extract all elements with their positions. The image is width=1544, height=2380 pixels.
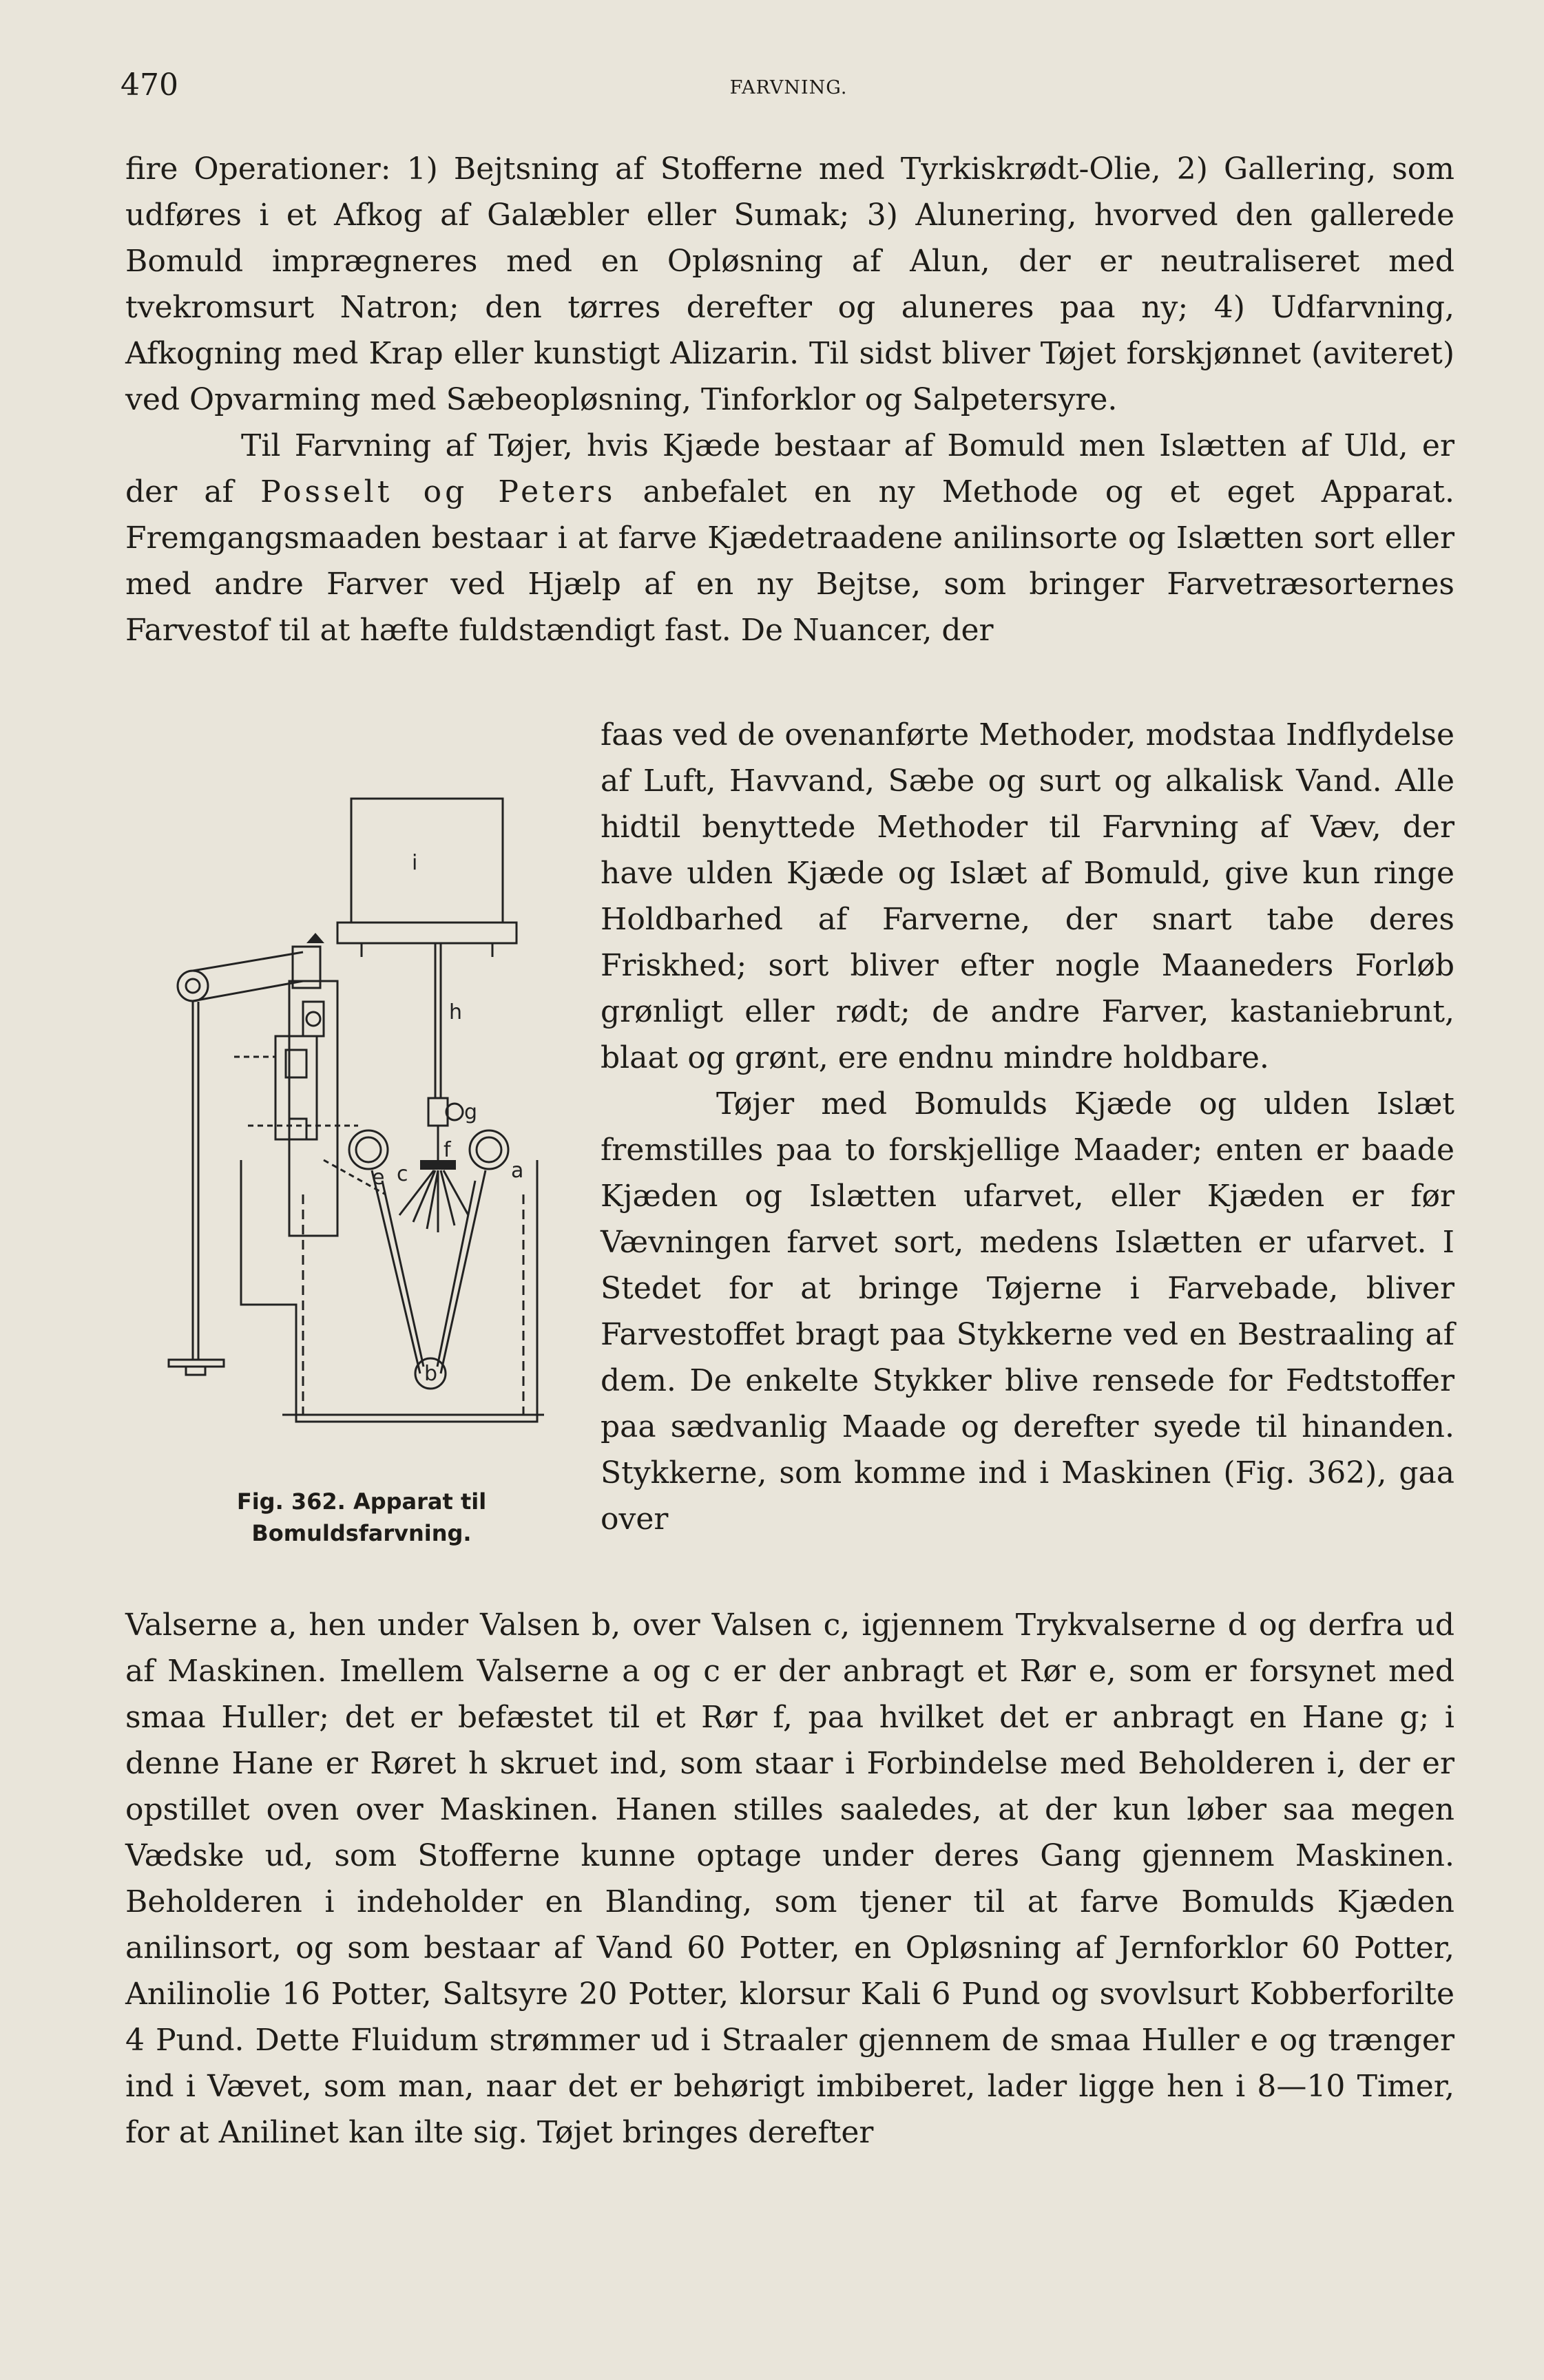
paragraph-nuancer: faas ved de ovenanførte Methoder, modstaa Indflydelse af Luft, Havvand, Sæbe og surt og alkalisk Vand. Alle hidtil benyttede Methoder til Farvning af Væv, der have ulden Kjæde og Islæt af Bomuld, give kun ringe Holdbarhed af Farverne, der snart tabe deres Friskhed; sort bliver efter nogle Maaneders Forløb grønligt eller rødt; de andre Farver, kastaniebrunt, blaat og grønt, ere endnu mindre holdbare. bbox=[601, 717, 1454, 1075]
paragraph-operations: fire Operationer: 1) Bejtsning af Stofferne med Tyrkiskrødt-Olie, 2) Gallering, som udføres i et Afkog af Galæbler eller Sumak; 3) Alunering, hvorved den gallerede Bomuld imprægneres med en Opløsning af Alun, der er neutraliseret med tvekromsurt Natron; den tørres derefter og aluneres paa ny; 4) Udfarvning, Afkogning med Krap eller kunstigt Alizarin. Til sidst bliver Tøjet forskjønnet (aviteret) ved Opvarming med Sæbeopløsning, Tinforklor og Salpetersyre. bbox=[125, 151, 1454, 417]
label-b: b bbox=[424, 1362, 438, 1386]
reservoir-i bbox=[351, 799, 503, 923]
label-f: f bbox=[444, 1138, 451, 1162]
label-c: c bbox=[397, 1162, 408, 1186]
label-i: i bbox=[412, 851, 418, 875]
paragraph-posselt-part1: Til Farvning af Tøjer, hvis Kjæde bestaar af Bomuld men Islætten af Uld, er der af bbox=[125, 428, 1454, 509]
figure-362-apparatus bbox=[165, 775, 551, 1435]
page-header bbox=[121, 67, 1457, 109]
label-h: h bbox=[449, 1000, 463, 1024]
text-block-top bbox=[125, 146, 1454, 653]
paragraph-toejer: Tøjer med Bomulds Kjæde og ulden Islæt fremstilles paa to forskjellige Maader; enten er baade Kjæden og Islætten ufarvet, eller Kjæden er før Vævningen farvet sort, medens Islætten er ufarvet. I Stedet for at bringe Tøjerne i Farvebade, bliver Farvestoffet bragt paa Stykkerne ved en Bestraaling af dem. De enkelte Stykker blive rensede for Fedtstoffer paa sædvanlig Maade og derefter syede til hinanden. Stykkerne, som komme ind i Maskinen (Fig. 362), gaa over bbox=[601, 1086, 1454, 1537]
paragraph-valserne: Valserne a, hen under Valsen b, over Valsen c, igjennem Trykvalserne d og derfra ud af Maskinen. Imellem Valserne a og c er der anbragt et Rør e, som er forsynet med smaa Huller; det er befæstet til et Rør f, paa hvilket det er anbragt en Hane g; i denne Hane er Røret h skruet ind, som staar i Forbindelse med Beholderen i, der er opstillet oven over Maskinen. Hanen stilles saaledes, at der kun løber saa megen Vædske ud, som Stofferne kunne optage under deres Gang gjennem Maskinen. Beholderen i indeholder en Blanding, som tjener til at farve Bomulds Kjæden anilinsort, og som bestaar af Vand 60 Potter, en Opløsning af Jernforklor 60 Potter, Anilinolie 16 Potter, Saltsyre 20 Potter, klorsur Kali 6 Pund og svovlsurt Kobberforilte 4 Pund. Dette Fluidum strømmer ud i Straaler gjennem de smaa Huller e og trænger ind i Vævet, som man, naar det er behørigt imbiberet, lader ligge hen i 8—10 Timer, for at Anilinet kan ilte sig. Tøjet bringes derefter bbox=[125, 1608, 1454, 2150]
text-block-bottom bbox=[125, 1602, 1454, 2156]
text-beside-figure bbox=[601, 712, 1454, 1542]
paragraph-posselt bbox=[125, 423, 1454, 653]
apparatus-drawing bbox=[165, 775, 551, 1435]
roller-c bbox=[349, 1130, 388, 1169]
paragraph-posselt-part2: anbefalet en ny Methode og et eget Apparat. Fremgangsmaaden bestaar i at farve Kjædetraadene anilinsorte og Islætten sort eller med andre Farver ved Hjælp af en ny Bejtse, som bringer Farvetræsorternes Farvestof til at hæfte fuldstændigt fast. De Nuancer, der bbox=[125, 474, 1454, 648]
figure-caption-text: Apparat til Bomuldsfarvning. bbox=[251, 1488, 487, 1546]
figure-number: Fig. 362. bbox=[236, 1488, 346, 1515]
figure-caption bbox=[155, 1486, 568, 1549]
running-title: FARVNING. bbox=[729, 77, 848, 98]
label-g: g bbox=[464, 1100, 478, 1124]
authors-spaced: Posselt og Peters bbox=[260, 474, 616, 509]
roller-a bbox=[470, 1130, 508, 1169]
label-e: e bbox=[372, 1166, 385, 1190]
label-a: a bbox=[511, 1159, 524, 1183]
page-number: 470 bbox=[121, 67, 178, 103]
